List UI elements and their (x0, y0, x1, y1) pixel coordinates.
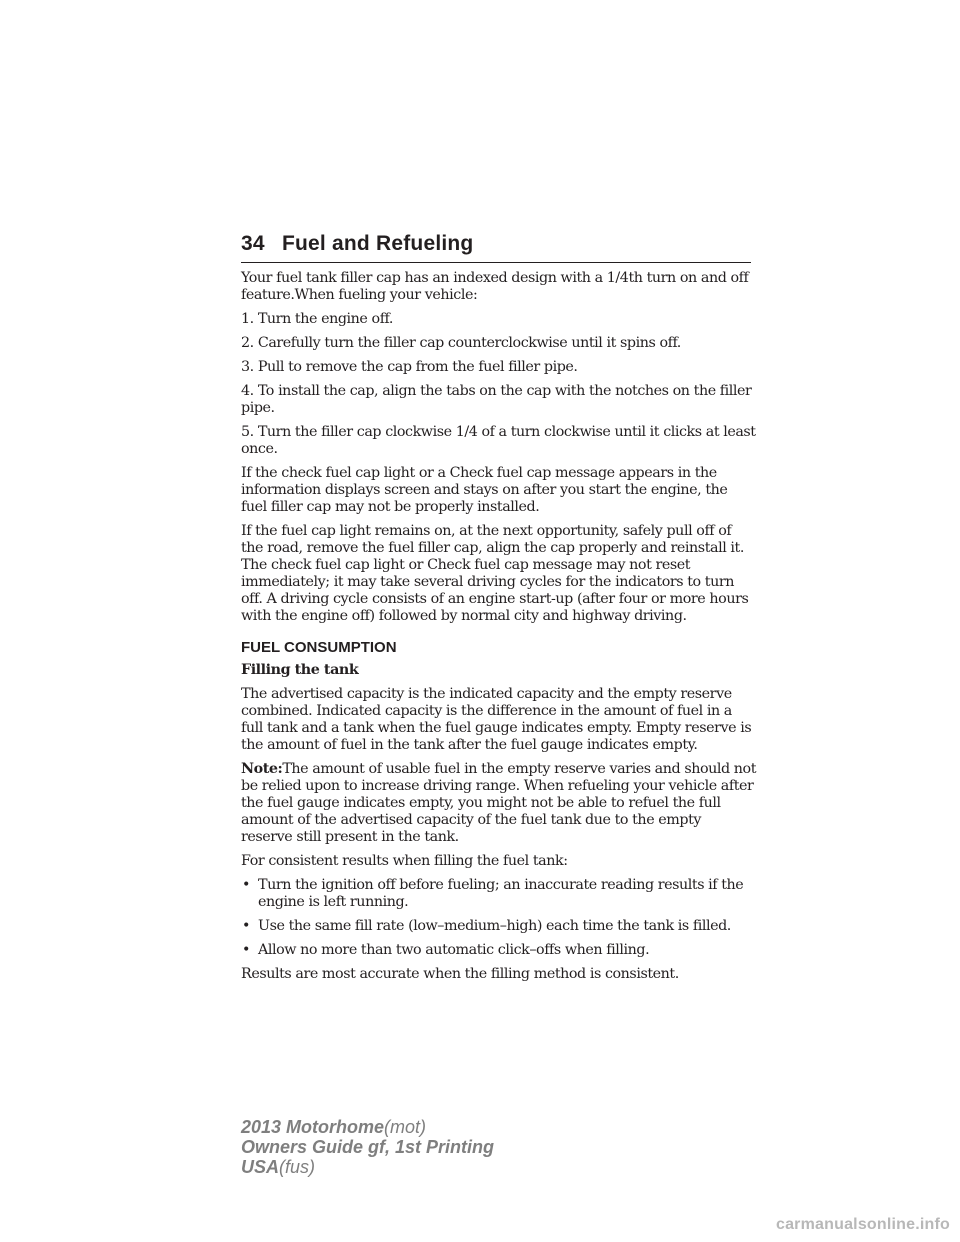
step-4: 4. To install the cap, align the tabs on the cap with the notches on the filler pipe. (241, 383, 752, 416)
footer-guide: Owners Guide gf, 1st Printing (241, 1137, 495, 1157)
footer-line-1 (241, 1117, 494, 1137)
results-paragraph: Results are most accurate when the filling method is consistent. (241, 966, 679, 982)
consistent-paragraph: For consistent results when filling the fuel tank: (241, 853, 568, 869)
note-label: Note: (241, 761, 283, 777)
filling-tank-subheading: Filling the tank (241, 662, 359, 678)
bullet-icon: • (242, 918, 250, 934)
step-5: 5. Turn the filler cap clockwise 1/4 of a turn clockwise until it clicks at least once. (241, 424, 756, 457)
footer-model-code: (mot) (384, 1117, 427, 1137)
bullet-text: Use the same fill rate (low–medium–high) each time the tank is filled. (258, 918, 731, 934)
intro-paragraph: Your fuel tank filler cap has an indexed design with a 1/4th turn on and off feature.When fueling your vehicle: (241, 270, 749, 303)
footer-region: USA (241, 1157, 280, 1177)
bullet-icon: • (242, 877, 250, 893)
bullet-icon: • (242, 942, 250, 958)
note-text: The amount of usable fuel in the empty reserve varies and should not be relied upon to increase driving range. When refueling your vehicle after the fuel gauge indicates empty, you might not be able to refuel the full amount of the advertised capacity of the fuel tank due to the empty reserve still present in the tank. (241, 761, 757, 845)
note-paragraph (241, 761, 756, 846)
step-3: 3. Pull to remove the cap from the fuel filler pipe. (241, 359, 578, 375)
footer-region-code: (fus) (279, 1157, 316, 1177)
check-light-paragraph: If the check fuel cap light or a Check fuel cap message appears in the information displays screen and stays on after you start the engine, the fuel filler cap may not be properly installed. (241, 465, 728, 515)
page-content (241, 270, 756, 990)
list-item (241, 942, 756, 959)
fuel-consumption-heading: FUEL CONSUMPTION (241, 639, 397, 656)
capacity-paragraph: The advertised capacity is the indicated capacity and the empty reserve combined. Indicated capacity is the difference in the amount of fuel in a full tank and a tank when the fuel gauge indicates empty. Empty reserve is the amount of fuel in the tank after the fuel gauge indicates empty. (241, 686, 752, 753)
footer-line-3 (241, 1157, 494, 1177)
light-remains-paragraph: If the fuel cap light remains on, at the next opportunity, safely pull off of the road, remove the fuel filler cap, align the cap properly and reinstall it. The check fuel cap light or Check fuel cap message may not reset immediately; it may take several driving cycles for the indicators to turn off. A driving cycle consists of an engine start-up (after four or more hours with the engine off) followed by normal city and highway driving. (241, 523, 749, 624)
page-header (241, 228, 751, 263)
bullet-text: Turn the ignition off before fueling; an inaccurate reading results if the engine is left running. (258, 877, 744, 910)
footer-line-2 (241, 1137, 494, 1157)
watermark: carmanualsonline.info (775, 1216, 950, 1233)
footer-model: 2013 Motorhome (241, 1117, 385, 1137)
section-title: Fuel and Refueling (282, 232, 474, 255)
bullet-list (241, 877, 756, 959)
list-item (241, 877, 756, 911)
bullet-text: Allow no more than two automatic click–offs when filling. (258, 942, 650, 958)
document-footer (241, 1117, 494, 1177)
page-number: 34 (241, 232, 265, 255)
step-2: 2. Carefully turn the filler cap counterclockwise until it spins off. (241, 335, 681, 351)
list-item (241, 918, 756, 935)
step-1: 1. Turn the engine off. (241, 311, 393, 327)
